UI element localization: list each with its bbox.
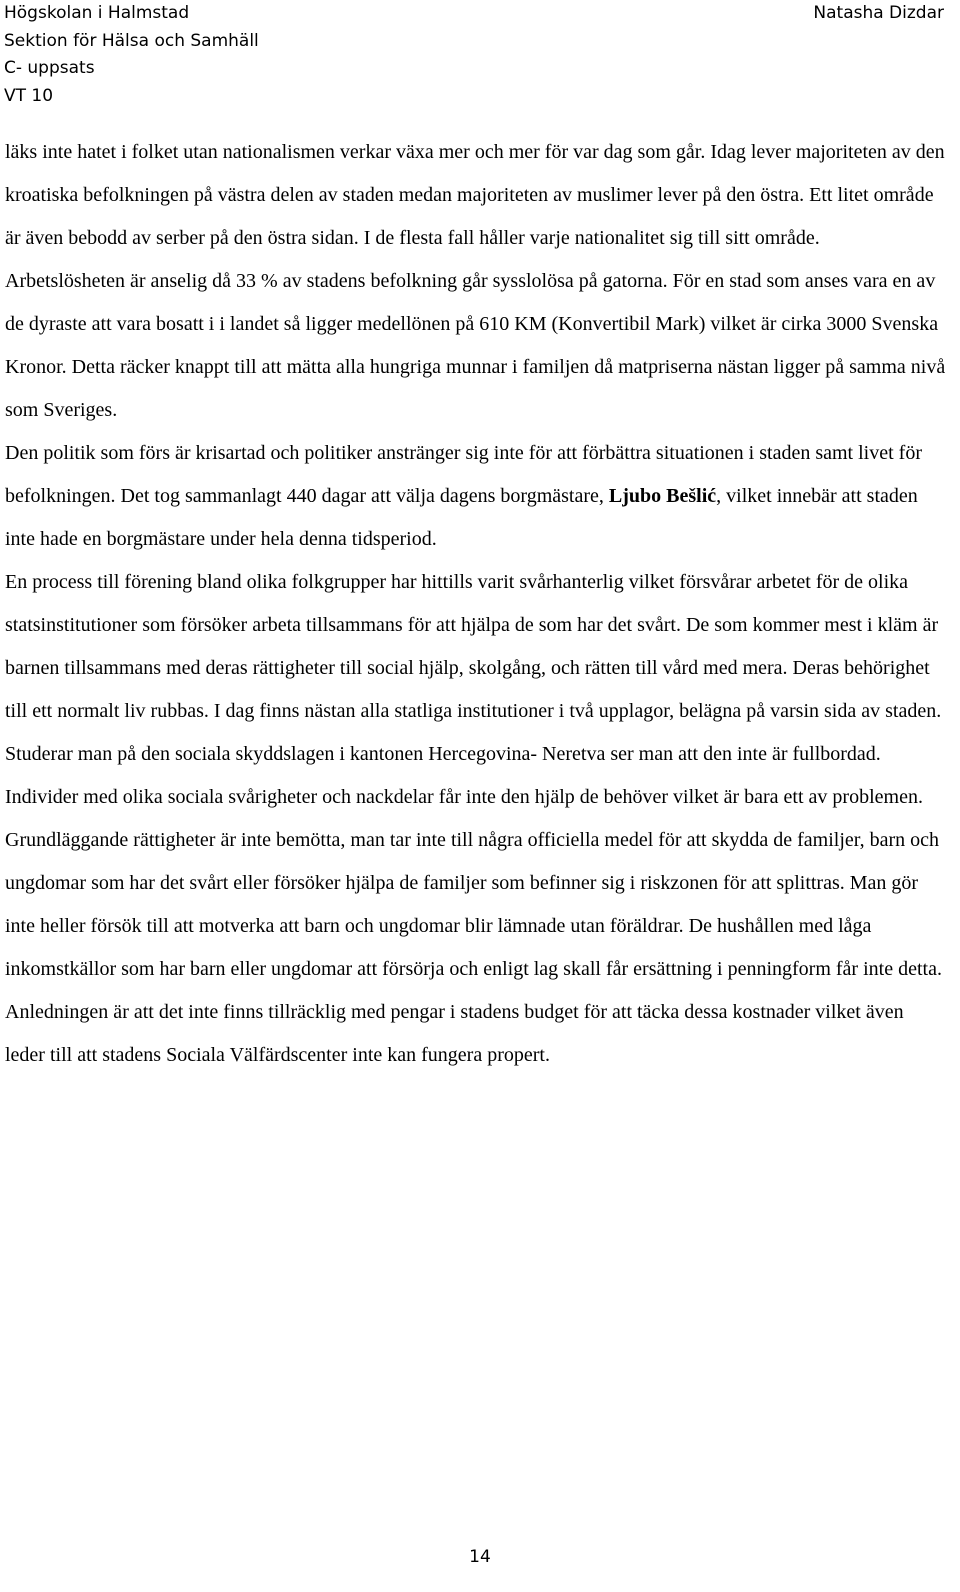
paragraph-1: läks inte hatet i folket utan nationalismen verkar växa mer och mer för var dag som går. Idag lever majoriteten av den kroatiska befolkningen på västra delen av staden medan majoriteten av muslimer lever på den östra. Ett litet område är även bebodd av serber på den östra sidan. I de flesta fall håller varje nationalitet sig till sitt område.: [5, 141, 945, 249]
paragraph-3-before: Den politik som förs är krisartad och politiker anstränger sig inte för att förbättra situationen i staden samt livet för befolkningen. Det tog sammanlagt 440 dagar att välja dagens borgmästare,: [5, 442, 922, 507]
header-thesis-type: C- uppsats: [4, 58, 95, 78]
paragraph-5: Studerar man på den sociala skyddslagen i kantonen Hercegovina- Neretva ser man att den inte är fullbordad. Individer med olika sociala svårigheter och nackdelar får inte den hjälp de behöver vilket är bara ett av problemen. Grundläggande rättigheter är inte bemötta, man tar inte till några officiella medel för att skydda de familjer, barn och ungdomar som har det svårt eller försöker hjälpa de familjer som befinner sig i riskzonen för att splittras. Man gör inte heller försök till att motverka att barn och ungdomar blir lämnade utan föräldrar. De hushållen med låga inkomstkällor som har barn eller ungdomar att försörja och enligt lag skall får ersättning i penningform får inte detta. Anledningen är att det inte finns tillräcklig med pengar i stadens budget för att täcka dessa kostnader vilket även leder till att stadens Sociala Välfärdscenter inte kan fungera propert.: [5, 743, 942, 1066]
header-section: Sektion för Hälsa och Samhäll: [4, 30, 259, 51]
paragraph-2: Arbetslösheten är anselig då 33 % av stadens befolkning går sysslolösa på gatorna. För en stad som anses vara en av de dyraste att vara bosatt i i landet så ligger medellönen på 610 KM (Konvertibil Mark) vilket är cirka 3000 Svenska Kronor. Detta räcker knappt till att mätta alla hungriga munnar i familjen då matpriserna nästan ligger på samma nivå som Sveriges.: [5, 270, 946, 421]
document-body: [5, 131, 947, 1077]
mayor-name: Ljubo Bešlić: [608, 485, 717, 507]
header-author: Natasha Dizdar: [813, 3, 944, 23]
paragraph-3: [5, 432, 947, 561]
paragraph-3-after: , vilket innebär att staden inte hade en borgmästare under hela denna tidsperiod.: [5, 485, 918, 550]
header-institution: Högskolan i Halmstad: [4, 3, 190, 23]
header-term: VT 10: [4, 85, 54, 106]
paragraph-4: En process till förening bland olika folkgrupper har hittills varit svårhanterlig vilket försvårar arbetet för de olika statsinstitutioner som försöker arbeta tillsammans för att hjälpa de som har det svårt. De som kommer mest i kläm är barnen tillsammans med deras rättigheter till social hjälp, skolgång, och rätten till vård med mera. Deras behörighet till ett normalt liv rubbas. I dag finns nästan alla statliga institutioner i två upplagor, belägna på varsin sida av staden.: [5, 571, 942, 722]
header-left: [4, 0, 944, 110]
page-header: [4, 0, 944, 110]
page-number: 14: [469, 1547, 491, 1567]
